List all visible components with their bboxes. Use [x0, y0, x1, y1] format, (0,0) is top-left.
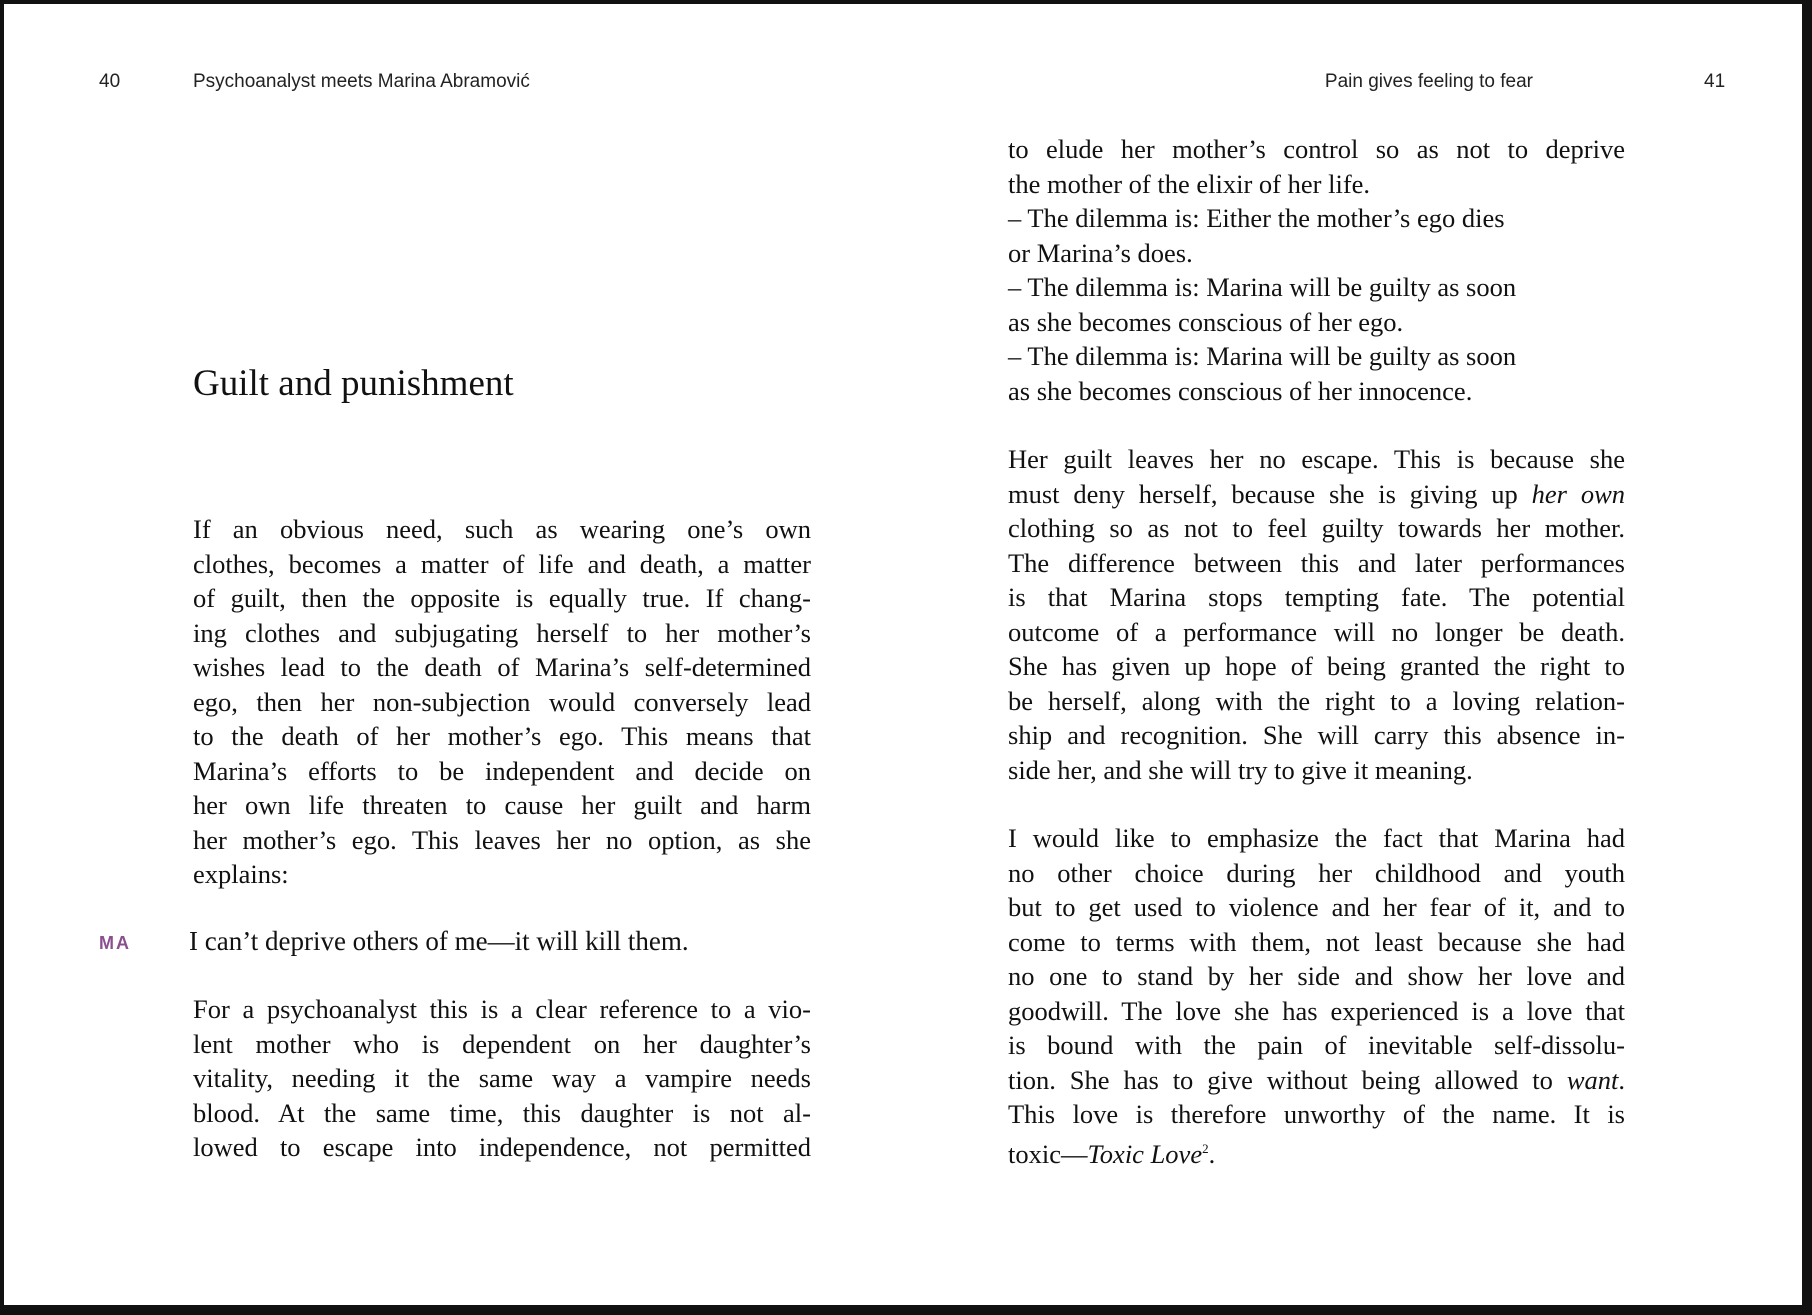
- book-title: Toxic Love: [1087, 1138, 1203, 1169]
- chapter-title: Guilt and punishment: [193, 363, 514, 404]
- left-page: [4, 4, 910, 1305]
- text-line: The difference between this and later performances: [1008, 547, 1625, 578]
- text-line: clothing so as not to feel guilty towards her mother.: [1008, 513, 1625, 543]
- text-line: I would like to emphasize the fact that Marina had: [1008, 823, 1625, 853]
- text-line: to elude her mother’s control so as not to deprive: [1008, 134, 1625, 164]
- text-line: is that Marina stops tempting fate. The potential: [1008, 582, 1625, 612]
- text-line: She has given up hope of being granted the right to: [1008, 651, 1625, 681]
- text-line: her own life threaten to cause her guilt and harm: [193, 790, 811, 820]
- page-number-left: 40: [99, 71, 121, 92]
- text-run: tion. She has to give without being allowed to: [1008, 1064, 1553, 1095]
- text-line: come to terms with them, not least because she had: [1008, 926, 1625, 957]
- text-line: blood. At the same time, this daughter is not al-: [193, 1097, 811, 1128]
- right-page: [910, 4, 1812, 1305]
- text-line: This love is therefore unworthy of the name. It is: [1008, 1099, 1625, 1129]
- text-line: to the death of her mother’s ego. This means that: [193, 721, 811, 751]
- text-line: ship and recognition. She will carry this absence in-: [1008, 720, 1625, 750]
- text-line: as she becomes conscious of her ego.: [1008, 306, 1404, 337]
- text-line: – The dilemma is: Marina will be guilty as soon: [1008, 272, 1517, 302]
- text-line: Marina’s efforts to be independent and decide on: [193, 755, 811, 786]
- text-line: as she becomes conscious of her innocence.: [1008, 375, 1473, 406]
- paragraph-psychoanalyst: [193, 992, 811, 1165]
- text-line: explains:: [193, 859, 289, 889]
- page-number-right: 41: [1704, 71, 1726, 92]
- text-line: is bound with the pain of inevitable self-dissolu-: [1008, 1030, 1625, 1060]
- text-line: lowed to escape into independence, not permitted: [193, 1132, 811, 1162]
- text-run: .: [1208, 1138, 1216, 1169]
- text-line: – The dilemma is: Either the mother’s ego dies: [1008, 203, 1505, 233]
- text-run: toxic—: [1008, 1138, 1088, 1169]
- interview-quote: I can’t deprive others of me—it will kill them.: [189, 926, 689, 956]
- footnote-marker: 2: [1202, 1140, 1209, 1156]
- text-line: For a psychoanalyst this is a clear reference to a vio-: [193, 994, 811, 1024]
- paragraph-guilt-escape: [1008, 442, 1625, 787]
- text-line: [1008, 477, 1625, 512]
- text-run: must deny herself, because she is giving up: [1008, 478, 1518, 509]
- text-line: the mother of the elixir of her life.: [1008, 168, 1371, 199]
- text-line: her mother’s ego. This leaves her no option, as she: [193, 824, 811, 855]
- emphasis-text: her own: [1531, 478, 1626, 509]
- text-line: If an obvious need, such as wearing one’s own: [193, 514, 811, 544]
- text-line: lent mother who is dependent on her daughter’s: [193, 1028, 811, 1059]
- running-head-right: Pain gives feeling to fear: [1324, 71, 1533, 92]
- text-line: of guilt, then the opposite is equally true. If chang-: [193, 583, 811, 613]
- text-line: goodwill. The love she has experienced is a love that: [1008, 995, 1625, 1026]
- speaker-label: MA: [99, 933, 131, 953]
- text-line: clothes, becomes a matter of life and death, a matter: [193, 548, 811, 579]
- paragraph-toxic-love: [1008, 821, 1625, 1171]
- text-line: be herself, along with the right to a loving relation-: [1008, 685, 1625, 716]
- text-line: no other choice during her childhood and youth: [1008, 857, 1625, 888]
- text-line: – The dilemma is: Marina will be guilty as soon: [1008, 341, 1517, 371]
- running-head-left: Psychoanalyst meets Marina Abramović: [193, 71, 530, 92]
- text-line: ing clothes and subjugating herself to her mother’s: [193, 617, 811, 648]
- emphasis-text: want: [1566, 1064, 1619, 1095]
- text-line: but to get used to violence and her fear of it, and to: [1008, 892, 1625, 922]
- text-line: [1008, 1063, 1625, 1098]
- text-line: outcome of a performance will no longer be death.: [1008, 616, 1625, 647]
- text-line: wishes lead to the death of Marina’s self-determined: [193, 652, 811, 682]
- text-line: ego, then her non-subjection would conversely lead: [193, 686, 811, 717]
- paragraph-guilt-intro: [193, 512, 811, 892]
- text-line: or Marina’s does.: [1008, 237, 1193, 268]
- text-run: .: [1618, 1064, 1626, 1095]
- text-line: side her, and she will try to give it meaning.: [1008, 754, 1473, 785]
- text-line: no one to stand by her side and show her love and: [1008, 961, 1625, 991]
- paragraph-dilemma: [1008, 132, 1625, 408]
- text-line: vitality, needing it the same way a vampire needs: [193, 1063, 811, 1093]
- text-line: Her guilt leaves her no escape. This is because she: [1008, 444, 1625, 474]
- text-line: [1008, 1132, 1625, 1172]
